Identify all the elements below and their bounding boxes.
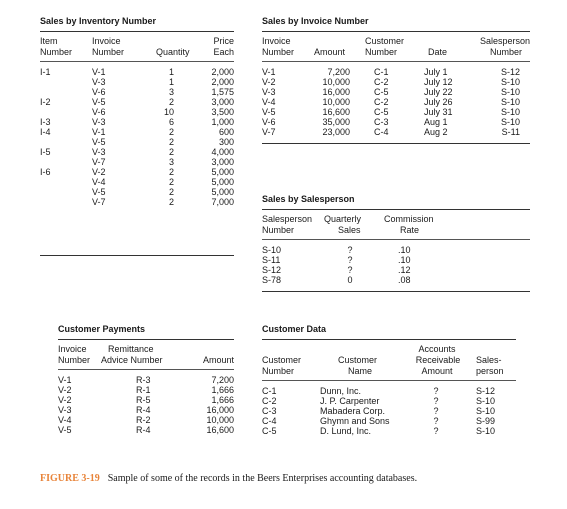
header-invoice: Invoice: [92, 36, 121, 46]
advice-number-cell: R-1: [136, 385, 151, 395]
table-row: [262, 265, 530, 275]
payments-table-title: Customer Payments: [58, 324, 146, 334]
table-row: [40, 67, 234, 77]
salesperson-number-cell: S-12: [500, 67, 520, 77]
amount-cell: 35,000: [322, 117, 350, 127]
header-invoice-number: Number: [262, 47, 295, 57]
accounts-receivable-cell: ?: [433, 406, 439, 416]
table-row: [262, 117, 530, 127]
customer-number-cell: C-5: [262, 426, 277, 436]
header-accounts: Accounts: [418, 344, 456, 354]
header-ar-amount: Amount: [421, 366, 453, 376]
salesperson-number-cell: S-10: [262, 245, 282, 255]
header-item: Item: [40, 36, 58, 46]
header-name: Name: [348, 366, 373, 376]
header-salesperson-number: Number: [262, 225, 295, 235]
inventory-rows: [40, 67, 234, 207]
payments-top-rule: [58, 339, 234, 340]
header-date: Date: [428, 47, 448, 57]
quantity-cell: 2: [168, 177, 174, 187]
header-customer: Customer: [365, 36, 405, 46]
table-row: [262, 386, 516, 396]
salesperson-number-cell: S-10: [500, 117, 520, 127]
table-row: [58, 395, 234, 405]
salesperson-cell: S-10: [476, 426, 496, 436]
invoice-number-cell: V-1: [262, 67, 276, 77]
customer-name-cell: D. Lund, Inc.: [320, 426, 372, 436]
price-cell: 5,000: [211, 177, 234, 187]
invoice-number-cell: V-2: [58, 395, 72, 405]
accounts-receivable-cell: ?: [433, 396, 439, 406]
invoice-number-cell: V-4: [262, 97, 276, 107]
customer-number-cell: C-2: [374, 77, 389, 87]
customer-number-cell: C-2: [262, 396, 277, 406]
quantity-cell: 2: [168, 97, 174, 107]
customer-number-cell: C-2: [374, 97, 389, 107]
table-row: [40, 127, 234, 137]
customer-rows: [262, 386, 516, 436]
amount-cell: 10,000: [322, 97, 350, 107]
amount-cell: 23,000: [322, 127, 350, 137]
header-quantity: Quantity: [156, 47, 190, 57]
salesperson-header-rule: [262, 239, 530, 240]
date-cell: July 22: [424, 87, 453, 97]
amount-cell: 16,600: [322, 107, 350, 117]
quarterly-sales-cell: ?: [347, 265, 353, 275]
quarterly-sales-cell: 0: [347, 275, 353, 285]
customer-number-cell: C-4: [374, 127, 389, 137]
advice-number-cell: R-2: [136, 415, 151, 425]
accounts-receivable-cell: ?: [433, 386, 439, 396]
invoice-number-cell: V-5: [58, 425, 72, 435]
inventory-table-title: Sales by Inventory Number: [40, 16, 157, 26]
customer-header: [262, 344, 516, 377]
header-customer-name: Customer: [338, 355, 378, 365]
invoice-number-cell: V-1: [58, 375, 72, 385]
commission-rate-cell: .10: [398, 245, 411, 255]
quantity-cell: 2: [168, 187, 174, 197]
salesperson-number-cell: S-78: [262, 275, 282, 285]
header-salesperson: Salesperson: [262, 214, 313, 224]
price-cell: 5,000: [211, 167, 234, 177]
salesperson-number-cell: S-10: [500, 87, 520, 97]
commission-rate-cell: .10: [398, 255, 411, 265]
price-cell: 4,000: [211, 147, 234, 157]
payments-rows: [58, 375, 234, 435]
price-cell: 300: [218, 137, 234, 147]
item-number-cell: I-6: [40, 167, 51, 177]
header-quarterly: Quarterly: [324, 214, 362, 224]
table-row: [262, 87, 530, 97]
invoice-header-rule: [262, 61, 530, 62]
header-invoice: Invoice: [58, 344, 87, 354]
quantity-cell: 2: [168, 197, 174, 207]
accounts-receivable-cell: ?: [433, 426, 439, 436]
amount-cell: 1,666: [211, 385, 234, 395]
invoice-table-title: Sales by Invoice Number: [262, 16, 369, 26]
invoice-number-cell: V-7: [92, 197, 106, 207]
item-number-cell: I-3: [40, 117, 51, 127]
table-row: [40, 77, 234, 87]
customer-number-cell: C-5: [374, 107, 389, 117]
invoice-number-cell: V-5: [92, 137, 106, 147]
amount-cell: 1,666: [211, 395, 234, 405]
quantity-cell: 3: [168, 157, 174, 167]
table-row: [40, 197, 234, 207]
invoice-number-cell: V-2: [262, 77, 276, 87]
invoice-number-cell: V-6: [262, 117, 276, 127]
header-invoice: Invoice: [262, 36, 291, 46]
invoice-top-rule: [262, 31, 530, 32]
price-cell: 3,500: [211, 107, 234, 117]
header-advice-number: Advice Number: [101, 355, 163, 365]
date-cell: July 31: [424, 107, 453, 117]
date-cell: July 1: [424, 67, 448, 77]
accounts-receivable-cell: ?: [433, 416, 439, 426]
quantity-cell: 10: [163, 107, 174, 117]
amount-cell: 10,000: [322, 77, 350, 87]
invoice-number-cell: V-6: [92, 87, 106, 97]
inventory-bottom-rule: [40, 255, 234, 256]
amount-cell: 16,000: [322, 87, 350, 97]
date-cell: July 12: [424, 77, 453, 87]
advice-number-cell: R-3: [136, 375, 151, 385]
item-number-cell: I-4: [40, 127, 51, 137]
customer-number-cell: C-4: [262, 416, 277, 426]
header-amount: Amount: [202, 355, 234, 365]
inventory-header: [40, 36, 234, 58]
invoice-number-cell: V-3: [92, 77, 106, 87]
table-row: [40, 187, 234, 197]
customer-number-cell: C-5: [374, 87, 389, 97]
invoice-bottom-rule: [262, 143, 530, 144]
table-row: [262, 406, 516, 416]
salesperson-table: [262, 194, 530, 292]
advice-number-cell: R-4: [136, 405, 151, 415]
price-cell: 7,000: [211, 197, 234, 207]
invoice-number-cell: V-5: [92, 97, 106, 107]
salesperson-number-cell: S-10: [500, 77, 520, 87]
quantity-cell: 2: [168, 127, 174, 137]
payments-header-rule: [58, 369, 234, 370]
invoice-number-cell: V-7: [262, 127, 276, 137]
header-item-number: Number: [40, 47, 73, 57]
commission-rate-cell: .08: [398, 275, 411, 285]
header-sales: Sales: [338, 225, 361, 235]
header-commission: Commission: [384, 214, 434, 224]
price-cell: 2,000: [211, 77, 234, 87]
price-cell: 3,000: [211, 157, 234, 167]
customer-name-cell: Ghymn and Sons: [320, 416, 390, 426]
payments-header: [58, 344, 234, 366]
item-number-cell: I-2: [40, 97, 51, 107]
table-row: [262, 426, 516, 436]
commission-rate-cell: .12: [398, 265, 411, 275]
quantity-cell: 3: [168, 87, 174, 97]
figure-caption-text: Sample of some of the records in the Beers Enterprises accounting databases.: [107, 473, 418, 484]
payments-table: [58, 324, 234, 435]
table-row: [40, 157, 234, 167]
invoice-number-cell: V-3: [58, 405, 72, 415]
price-cell: 3,000: [211, 97, 234, 107]
table-row: [40, 147, 234, 157]
quantity-cell: 1: [168, 77, 174, 87]
customer-name-cell: Mabadera Corp.: [320, 406, 386, 416]
salesperson-cell: S-12: [476, 386, 496, 396]
item-number-cell: I-1: [40, 67, 51, 77]
customer-number-cell: C-3: [262, 406, 277, 416]
invoice-number-cell: V-5: [92, 187, 106, 197]
customer-header-rule: [262, 380, 516, 381]
invoice-number-cell: V-6: [92, 107, 106, 117]
table-row: [262, 416, 516, 426]
item-number-cell: I-5: [40, 147, 51, 157]
quantity-cell: 2: [168, 147, 174, 157]
salesperson-number-cell: S-10: [500, 107, 520, 117]
table-row: [40, 137, 234, 147]
price-cell: 1,575: [211, 87, 234, 97]
table-row: [262, 127, 530, 137]
invoice-number-cell: V-1: [92, 127, 106, 137]
inventory-header-rule: [40, 61, 234, 62]
table-row: [58, 405, 234, 415]
amount-cell: 16,600: [206, 425, 234, 435]
salesperson-cell: S-10: [476, 396, 496, 406]
table-row: [58, 425, 234, 435]
invoice-number-cell: V-3: [92, 117, 106, 127]
header-rate: Rate: [400, 225, 420, 235]
header-sales: Sales-: [476, 355, 502, 365]
customer-number-cell: C-1: [374, 67, 389, 77]
price-cell: 2,000: [211, 67, 234, 77]
invoice-number-cell: V-5: [262, 107, 276, 117]
table-row: [262, 255, 530, 265]
salesperson-cell: S-99: [476, 416, 496, 426]
header-salesperson: Salesperson: [479, 36, 530, 46]
invoice-table: [262, 16, 530, 144]
table-row: [262, 275, 530, 285]
customer-name-cell: J. P. Carpenter: [320, 396, 380, 406]
customer-number-cell: C-1: [262, 386, 277, 396]
salesperson-number-cell: S-12: [262, 265, 282, 275]
table-row: [262, 67, 530, 77]
customer-top-rule: [262, 339, 516, 340]
quantity-cell: 6: [168, 117, 174, 127]
header-customer-number: Number: [262, 366, 295, 376]
table-row: [40, 107, 234, 117]
table-row: [58, 415, 234, 425]
figure-label: FIGURE 3-19: [40, 473, 100, 484]
price-cell: 600: [218, 127, 234, 137]
date-cell: July 26: [424, 97, 453, 107]
invoice-number-cell: V-4: [92, 177, 106, 187]
customer-name-cell: Dunn, Inc.: [320, 386, 362, 396]
invoice-number-cell: V-2: [92, 167, 106, 177]
invoice-number-cell: V-3: [92, 147, 106, 157]
table-row: [262, 396, 516, 406]
quantity-cell: 1: [168, 67, 174, 77]
salesperson-number-cell: S-11: [262, 255, 281, 265]
invoice-number-cell: V-1: [92, 67, 106, 77]
salesperson-rows: [262, 245, 530, 285]
amount-cell: 10,000: [206, 415, 234, 425]
salesperson-table-title: Sales by Salesperson: [262, 194, 355, 204]
salesperson-number-cell: S-11: [501, 127, 520, 137]
quantity-cell: 2: [168, 167, 174, 177]
header-remittance: Remittance: [108, 344, 154, 354]
table-row: [40, 87, 234, 97]
figure-caption: [40, 473, 417, 484]
header-customer-number: Number: [365, 47, 398, 57]
header-invoice-number: Number: [58, 355, 91, 365]
customer-table-title: Customer Data: [262, 324, 327, 334]
invoice-rows: [262, 67, 530, 137]
customer-table: [262, 324, 516, 436]
table-row: [58, 375, 234, 385]
date-cell: Aug 1: [424, 117, 448, 127]
amount-cell: 7,200: [327, 67, 350, 77]
table-row: [262, 245, 530, 255]
header-price: Price: [213, 36, 234, 46]
header-customer: Customer: [262, 355, 302, 365]
date-cell: Aug 2: [424, 127, 448, 137]
table-row: [40, 167, 234, 177]
invoice-number-cell: V-4: [58, 415, 72, 425]
invoice-number-cell: V-7: [92, 157, 106, 167]
invoice-header: [262, 36, 530, 58]
header-receivable: Receivable: [415, 355, 461, 365]
amount-cell: 7,200: [211, 375, 234, 385]
header-person: person: [476, 366, 504, 376]
header-price-each: Each: [213, 47, 234, 57]
inventory-top-rule: [40, 31, 234, 32]
table-row: [262, 97, 530, 107]
invoice-number-cell: V-3: [262, 87, 276, 97]
price-cell: 1,000: [211, 117, 234, 127]
salesperson-header: [262, 214, 530, 236]
salesperson-cell: S-10: [476, 406, 496, 416]
quarterly-sales-cell: ?: [347, 255, 353, 265]
header-salesperson-number: Number: [489, 47, 522, 57]
table-row: [40, 97, 234, 107]
inventory-table: [40, 16, 234, 207]
table-row: [58, 385, 234, 395]
quantity-cell: 2: [168, 137, 174, 147]
advice-number-cell: R-5: [136, 395, 151, 405]
salesperson-bottom-rule: [262, 291, 530, 292]
table-row: [262, 77, 530, 87]
salesperson-top-rule: [262, 209, 530, 210]
customer-number-cell: C-3: [374, 117, 389, 127]
header-amount: Amount: [314, 47, 346, 57]
table-row: [40, 177, 234, 187]
invoice-number-cell: V-2: [58, 385, 72, 395]
amount-cell: 16,000: [206, 405, 234, 415]
table-row: [40, 117, 234, 127]
price-cell: 5,000: [211, 187, 234, 197]
advice-number-cell: R-4: [136, 425, 151, 435]
quarterly-sales-cell: ?: [347, 245, 353, 255]
salesperson-number-cell: S-10: [500, 97, 520, 107]
header-invoice-number: Number: [92, 47, 125, 57]
table-row: [262, 107, 530, 117]
